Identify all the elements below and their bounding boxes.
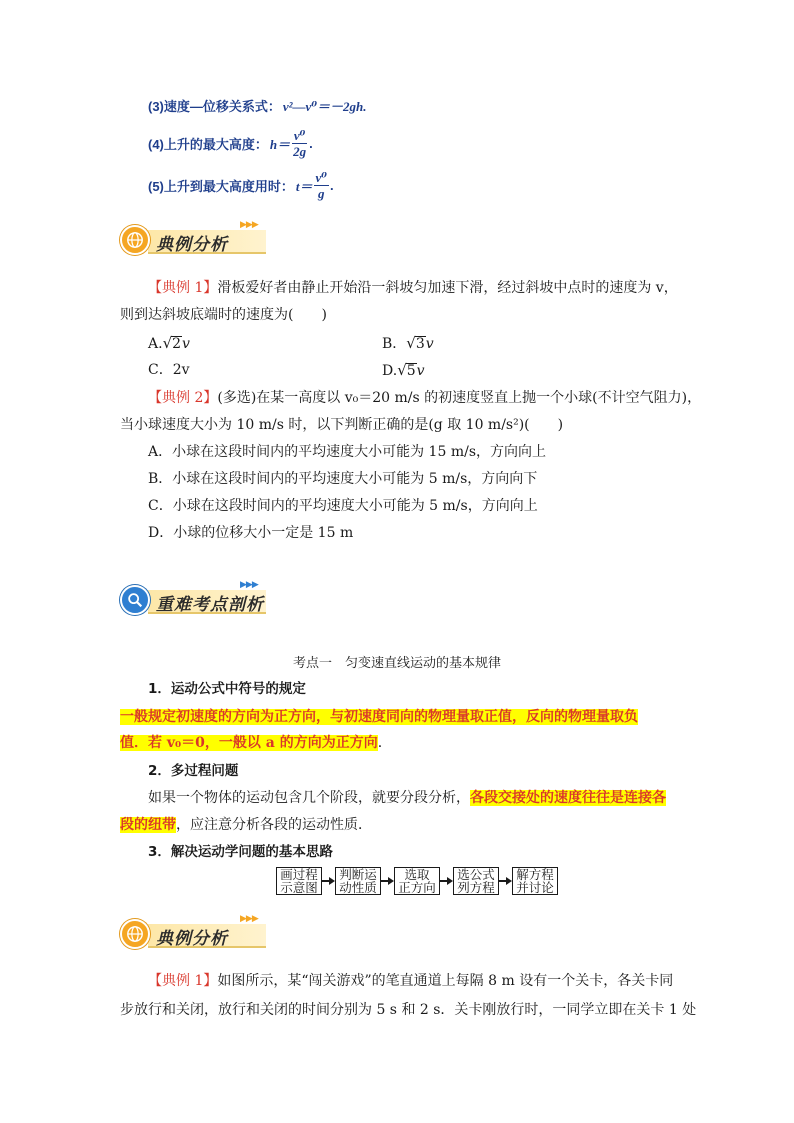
- example-1-option-d: [382, 361, 425, 380]
- flow-step-4: 选公式 列方程: [453, 867, 499, 895]
- sqrt-icon: √: [162, 334, 173, 352]
- example-3-line-2: 步放行和关闭，放行和关闭的时间分别为 5 s 和 2 s．关卡刚放行时，一同学立即在关卡 1 处: [120, 1002, 697, 1018]
- option-a-var: v: [182, 336, 190, 352]
- example-1-option-b: [382, 334, 434, 353]
- formula-4-den: 2g: [293, 144, 307, 159]
- multi-process-tail: ，应注意分析各段的运动性质．: [176, 817, 372, 833]
- banner-title: 重难考点剖析: [156, 595, 264, 615]
- section-heading: 考点一 匀变速直线运动的基本规律: [292, 656, 501, 671]
- solution-flowchart: [276, 867, 558, 895]
- example-1-option-a: [148, 334, 190, 353]
- formula-3-label: (3)速度—位移关系式：: [148, 99, 281, 114]
- rule-line-2: [120, 734, 382, 752]
- search-icon: [120, 585, 150, 615]
- formula-4-tail: .: [309, 136, 313, 151]
- banner-title: 典例分析: [156, 235, 228, 255]
- example-2-option-b: B．小球在这段时间内的平均速度大小可能为 5 m/s，方向向下: [148, 471, 538, 487]
- triple-arrow-icon: ▶▶▶: [240, 220, 258, 230]
- example-2-option-c: C．小球在这段时间内的平均速度大小可能为 5 m/s，方向向上: [148, 498, 538, 514]
- multi-process-line-2: [120, 816, 372, 834]
- formula-5-lhs: t＝: [295, 179, 313, 194]
- arrow-right-icon: [440, 875, 453, 887]
- flow-step-5: 解方程 并讨论: [512, 867, 558, 895]
- option-d-var: v: [416, 363, 425, 379]
- flow-step-3: 选取 正方向: [394, 867, 440, 895]
- formula-5-tail: .: [329, 178, 334, 193]
- formula-4-lhs: h＝: [269, 137, 291, 152]
- example-3-tag: 【典例 1】: [148, 973, 218, 989]
- example-1-option-c: C．2v: [148, 362, 190, 378]
- rule-tail: .: [377, 735, 383, 751]
- flow-step-1: 画过程 示意图: [276, 867, 322, 895]
- banner-title: 典例分析: [156, 929, 228, 949]
- example-1-line-1: [148, 279, 678, 297]
- option-b-label: B．: [382, 336, 407, 352]
- arrow-right-icon: [499, 875, 512, 887]
- option-d-label: D.: [382, 363, 398, 379]
- formula-3: [148, 96, 367, 115]
- subheading-2: 2．多过程问题: [148, 763, 239, 779]
- triple-arrow-icon: ▶▶▶: [240, 580, 258, 590]
- formula-5: [148, 170, 334, 201]
- formula-5-fraction: [314, 170, 329, 201]
- formula-4-fraction: [291, 128, 308, 159]
- banner-example-analysis-1: [120, 222, 270, 256]
- example-1-line-2: 则到达斜坡底端时的速度为( ): [120, 307, 327, 323]
- example-2-line-1: [148, 389, 701, 407]
- subheading-3: 3．解决运动学问题的基本思路: [148, 844, 333, 860]
- triple-arrow-icon: ▶▶▶: [240, 914, 258, 924]
- example-2-tag: 【典例 2】: [148, 390, 218, 406]
- sqrt-icon: √: [397, 361, 407, 379]
- formula-5-label: (5)上升到最大高度用时：: [148, 179, 294, 194]
- example-2-option-a: A．小球在这段时间内的平均速度大小可能为 15 m/s，方向向上: [148, 444, 547, 460]
- subheading-1: 1．运动公式中符号的规定: [148, 681, 306, 697]
- sqrt-icon: √: [406, 334, 416, 352]
- multi-process-line-1: [148, 789, 666, 807]
- option-a-label: A.: [148, 336, 163, 352]
- highlight-3: 各段交接处的速度往往是连接各: [470, 790, 666, 806]
- globe-icon: [120, 225, 150, 255]
- option-b-var: v: [425, 336, 434, 352]
- banner-key-points: [120, 582, 270, 616]
- example-2-line-2: 当小球速度大小为 10 m/s 时，以下判断正确的是(g 取 10 m/s²)( ): [120, 417, 564, 433]
- option-d-radicand: 5: [406, 363, 416, 379]
- arrow-right-icon: [381, 875, 394, 887]
- example-2-text-1: (多选)在某一高度以 v₀＝20 m/s 的初速度竖直上抛一个小球(不计空气阻力)，: [217, 390, 702, 406]
- formula-3-math: v²—v⁰＝－2gh.: [282, 99, 367, 114]
- option-a-radicand: 2: [172, 336, 182, 352]
- banner-example-analysis-2: [120, 916, 270, 950]
- highlight-4: 段的纽带: [120, 817, 176, 833]
- formula-4: [148, 128, 313, 159]
- example-3-text-1: 如图所示，某“闯关游戏”的笔直通道上每隔 8 m 设有一个关卡，各关卡同: [217, 973, 674, 989]
- example-2-option-d: D．小球的位移大小一定是 15 m: [148, 525, 354, 541]
- example-1-text-1: 滑板爱好者由静止开始沿一斜坡匀加速下滑，经过斜坡中点时的速度为 v，: [217, 280, 678, 296]
- arrow-right-icon: [322, 875, 335, 887]
- highlight-2: 值．若 v₀＝0，一般以 a 的方向为正方向: [120, 735, 378, 751]
- example-1-tag: 【典例 1】: [148, 280, 218, 296]
- formula-5-num: v⁰: [315, 170, 327, 185]
- formula-4-num: v⁰: [293, 128, 306, 143]
- formula-5-den: g: [318, 186, 325, 201]
- multi-process-text: 如果一个物体的运动包含几个阶段，就要分段分析，: [148, 790, 470, 806]
- highlight-1: 一般规定初速度的方向为正方向，与初速度同向的物理量取正值，反向的物理量取负: [120, 709, 638, 725]
- flow-step-2: 判断运 动性质: [335, 867, 381, 895]
- globe-icon: [120, 919, 150, 949]
- example-3-line-1: [148, 972, 673, 990]
- formula-4-label: (4)上升的最大高度：: [148, 137, 268, 152]
- rule-line-1: [120, 708, 638, 726]
- option-b-radicand: 3: [415, 336, 425, 352]
